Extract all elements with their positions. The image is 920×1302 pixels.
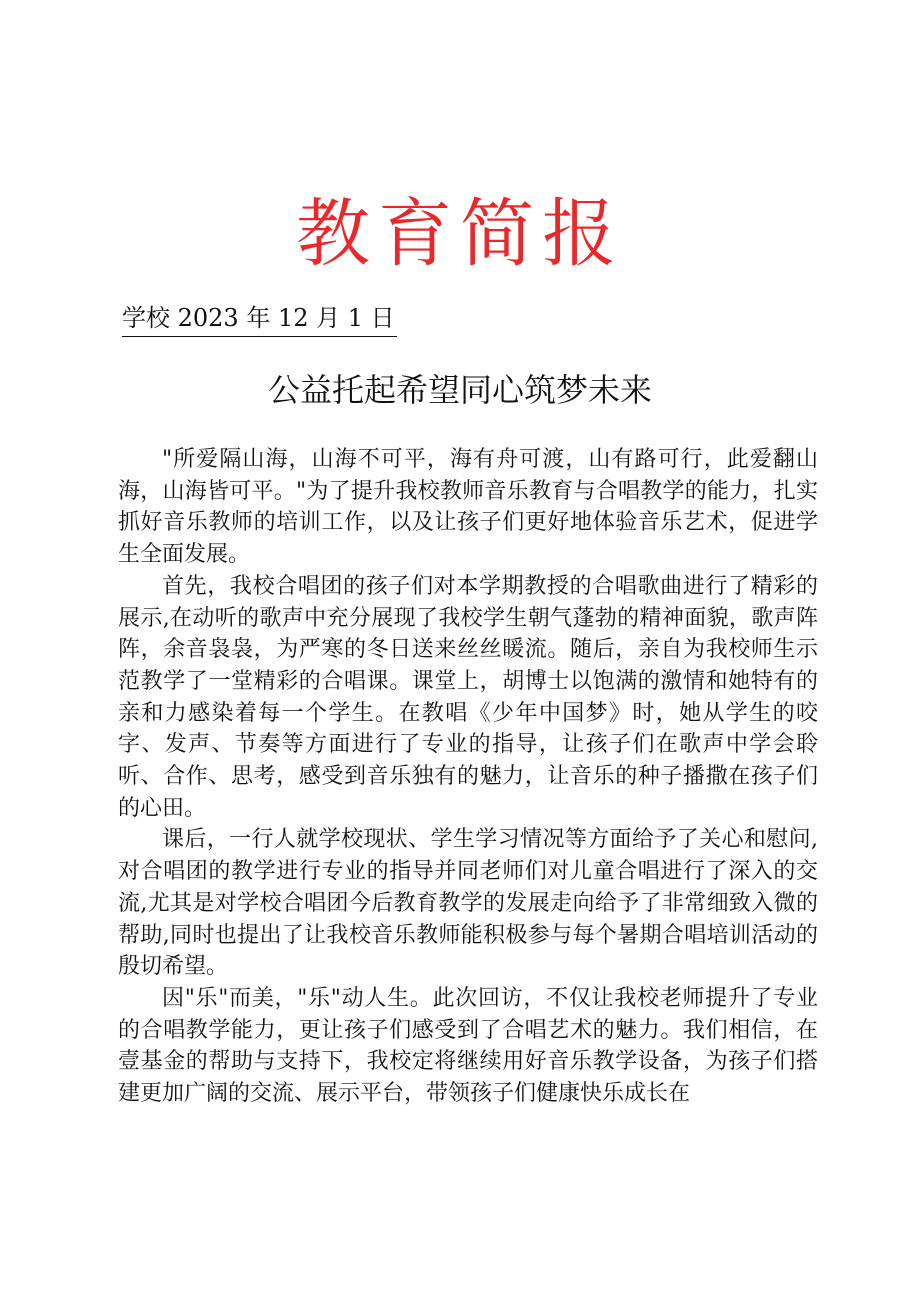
paragraph: 课后，一行人就学校现状、学生学习情况等方面给予了关心和慰问,对合唱团的教学进行专业的指导并同老师们对儿童合唱进行了深入的交流,尤其是对学校合唱团今后教育教学的发展走向给予了非常细致入微的帮助,同时也提出了让我校音乐教师能积极参与每个暑期合唱培训活动的殷切希望。 — [118, 827, 818, 980]
paragraph: 因"乐"而美，"乐"动人生。此次回访，不仅让我校老师提升了专业的合唱教学能力，更让孩子们感受到了合唱艺术的魅力。我们相信，在壹基金的帮助与支持下，我校定将继续用好音乐教学设备，为孩子们搭建更加广阔的交流、展示平台，带领孩子们健康快乐成长在 — [118, 985, 818, 1107]
paragraph: "所爱隔山海，山海不可平，海有舟可渡，山有路可行，此爱翻山海，山海皆可平。"为了提升我校教师音乐教育与合唱教学的能力，扎实抓好音乐教师的培训工作，以及让孩子们更好地体验音乐艺术，促进学生全面发展。 — [118, 447, 818, 568]
masthead-title: 教育简报 — [296, 191, 624, 277]
paragraph: 首先，我校合唱团的孩子们对本学期教授的合唱歌曲进行了精彩的展示,在动听的歌声中充分展现了我校学生朝气蓬勃的精神面貌，歌声阵阵，余音袅袅，为严寒的冬日送来丝丝暖流。随后，亲自为我校师生示范教学了一堂精彩的合唱课。课堂上，胡博士以饱满的激情和她特有的亲和力感染着每一个学生。在教唱《少年中国梦》时，她从学生的咬字、发声、节奏等方面进行了专业的指导，让孩子们在歌声中学会聆听、合作、思考，感受到音乐独有的魅力，让音乐的种子播撒在孩子们的心田。 — [118, 573, 818, 821]
dateline: 学校 2023 年 12 月 1 日 — [122, 300, 397, 337]
article-body — [118, 444, 818, 1110]
article-headline: 公益托起希望同心筑梦未来 — [267, 371, 652, 409]
